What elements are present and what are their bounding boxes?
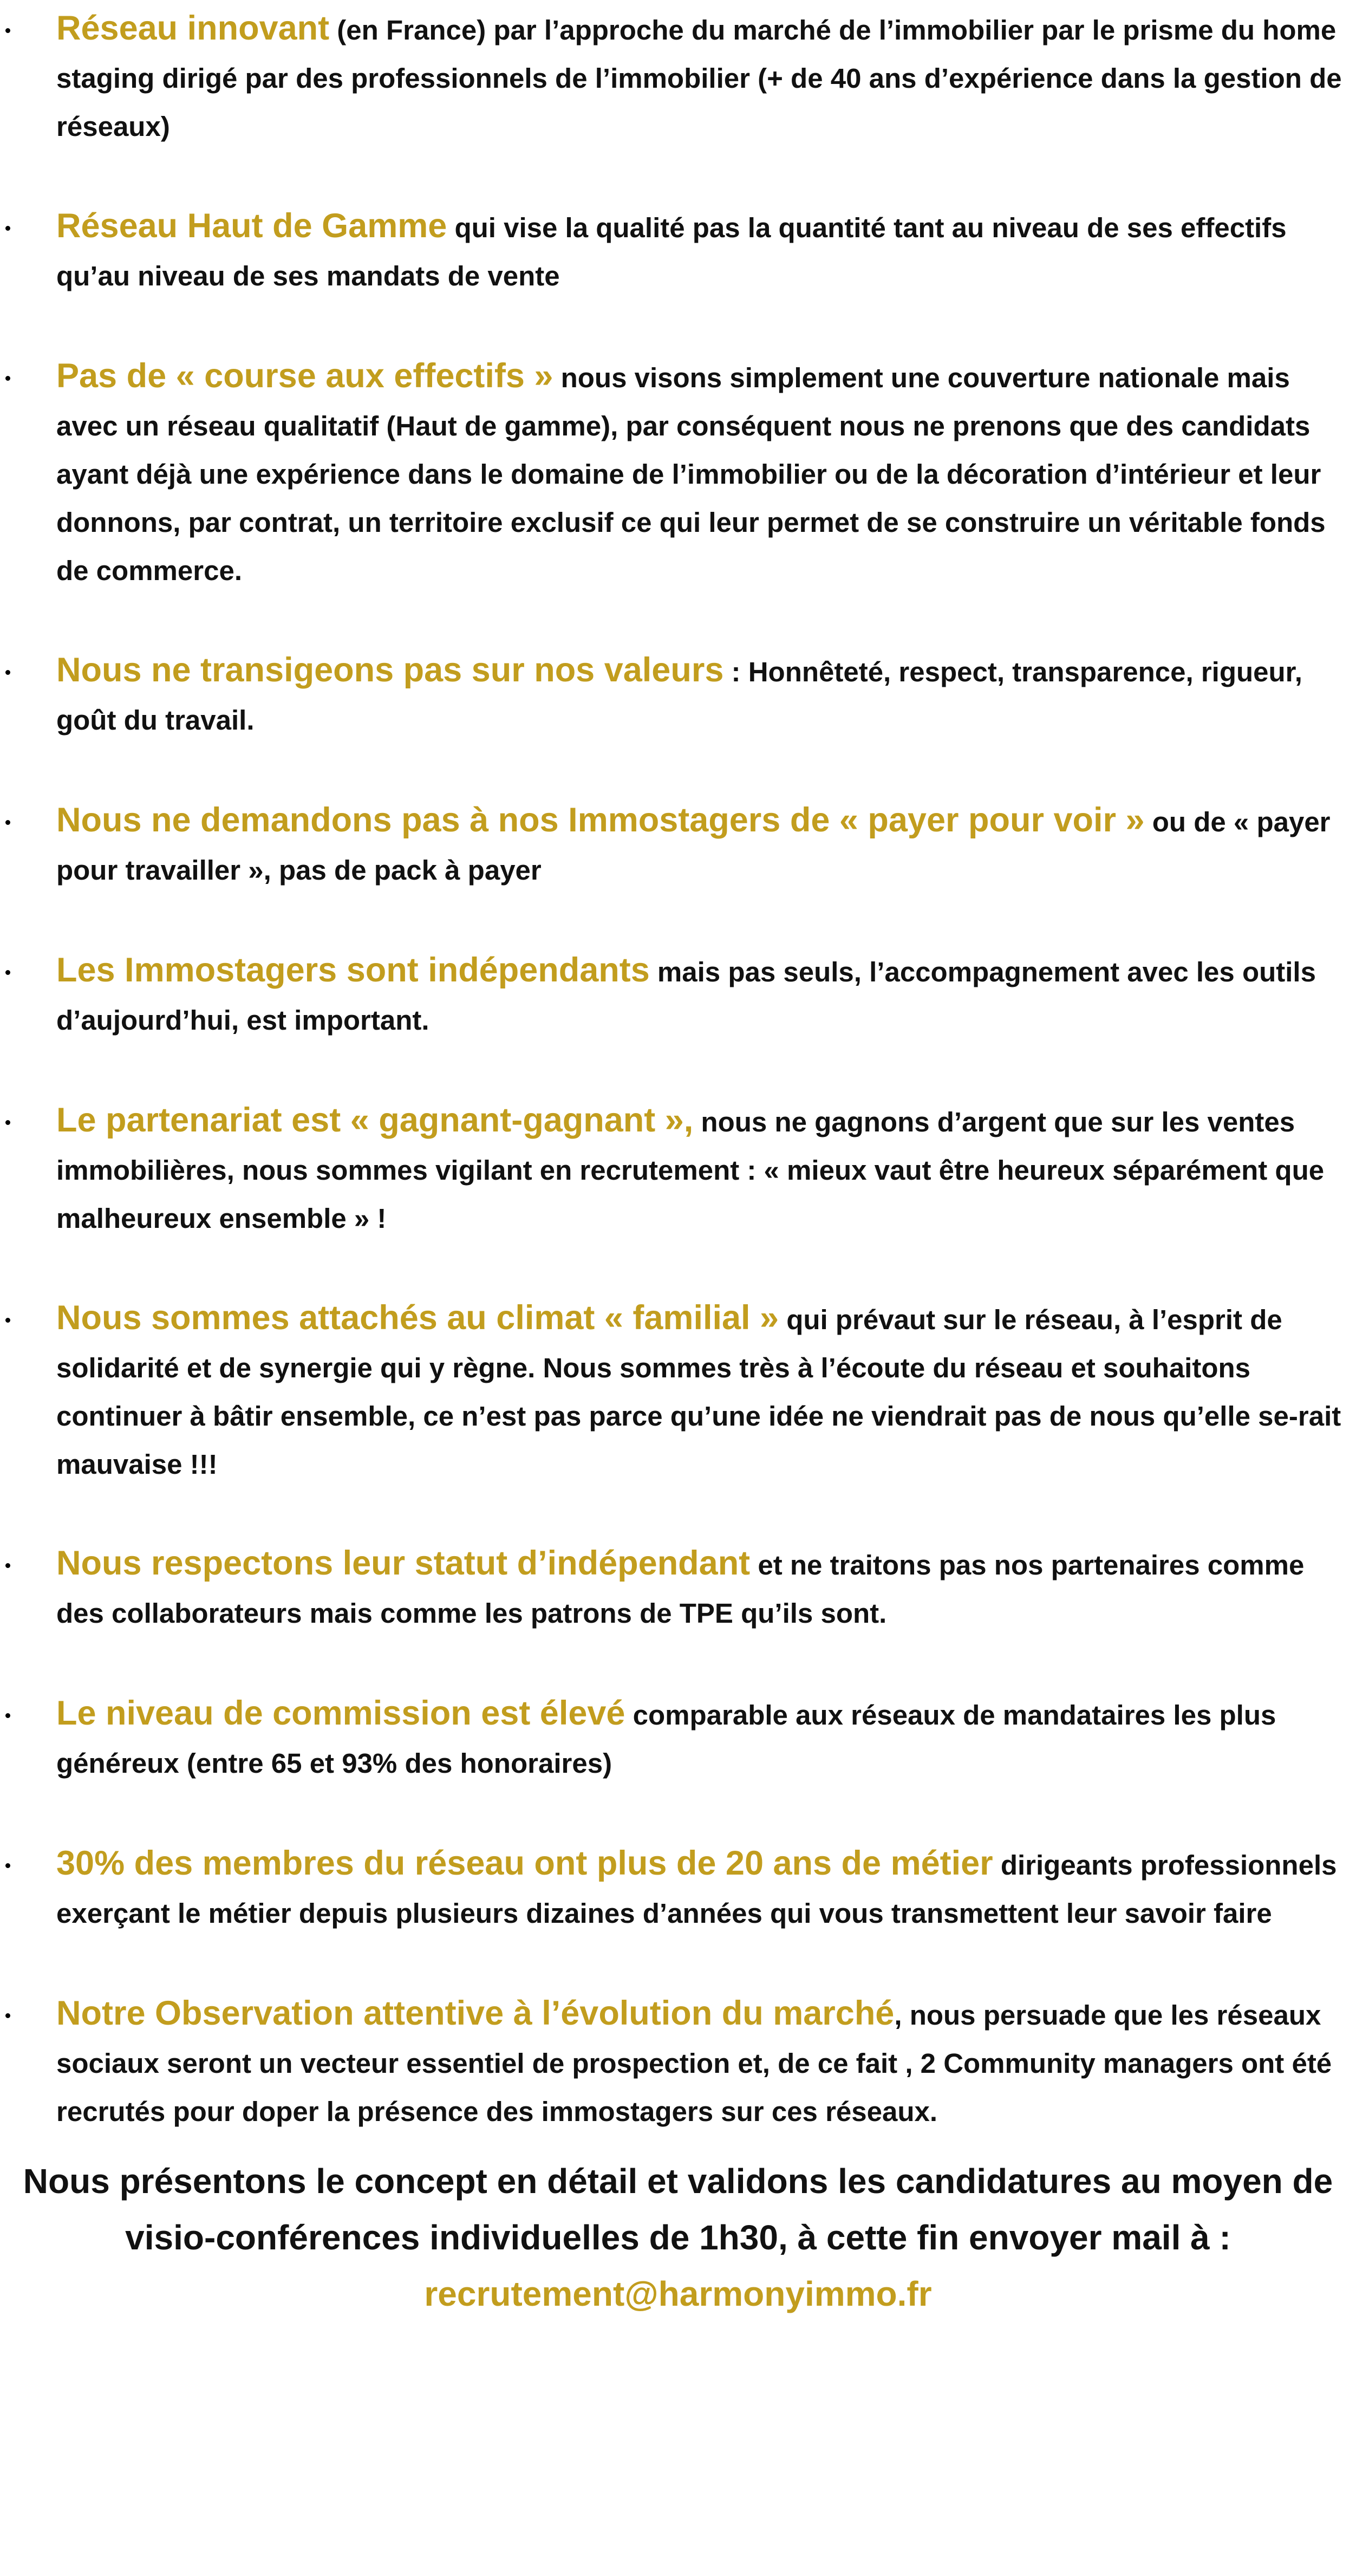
item-title: Réseau innovant [56,9,330,47]
item-text: : Honnêteté, respect, transparence, rigueur, goût du travail. [56,656,1302,736]
closing-line-1: Nous présentons le concept en détail et validons les candidatures au moyen de [23,2162,1333,2201]
item-title: Pas de « course aux effectifs » [56,357,553,395]
item-title: 30% des membres du réseau ont plus de 20 ans de métier [56,1844,993,1882]
item-body [56,1839,1348,1937]
item-text: nous visons simplement une couverture nationale mais avec un réseau qualitatif (Haut de gamme), par conséquent nous ne prenons que des candidats ayant déjà une expérience dans le domaine de l’immobilier ou de la décoration d’intérieur et leur donnons, par contrat, un territoire exclusif ce qui leur permet de se construire un véritable fonds de commerce. [56,362,1326,586]
item-body [56,4,1348,151]
bullet-icon [5,28,10,33]
item-title: Les Immostagers sont indépendants [56,951,650,989]
item-body [56,1539,1348,1637]
item-text: mais pas seuls, l’accompagnement avec les outils d’aujourd’hui, est important. [56,957,1316,1036]
bullet-icon [5,1120,10,1125]
item-body [56,1294,1348,1488]
bullet-icon [5,1318,10,1323]
bullet-icon [5,2013,10,2018]
item-text: , nous persuade que les réseaux sociaux seront un vecteur essentiel de prospection et, de ce fait , 2 Community managers ont été recrutés pour doper la présence des immostagers sur ces réseaux. [56,2000,1332,2127]
recruitment-email: recrutement@harmonyimmo.fr [424,2274,932,2313]
bullet-icon [5,1563,10,1568]
bullet-icon [5,670,10,675]
bullet-icon [5,226,10,231]
bullet-icon [5,970,10,975]
bullet-icon [5,820,10,825]
item-text: comparable aux réseaux de mandataires les plus généreux (entre 65 et 93% des honoraires) [56,1700,1276,1779]
bullet-icon [5,1863,10,1868]
item-body [56,796,1348,894]
item-text: qui prévaut sur le réseau, à l’esprit de solidarité et de synergie qui y règne. Nous sommes très à l’écoute du réseau et souhaitons continuer à bâtir ensemble, ce n’est pas parce qu’une idée ne viendrait pas de nous qu’elle se-rait mauvaise !!! [56,1304,1341,1480]
item-text: (en France) par l’approche du marché de l’immobilier par le prisme du home staging dirigé par des professionnels de l’immobilier (+ de 40 ans d’expérience dans la gestion de réseaux) [56,15,1342,142]
item-text: ou de « payer pour travailler », pas de pack à payer [56,806,1331,886]
item-body [56,1096,1348,1243]
item-text: qui vise la qualité pas la quantité tant au niveau de ses effectifs qu’au niveau de ses mandats de vente [56,212,1287,291]
closing-paragraph [22,2153,1334,2322]
item-title: Le partenariat est « gagnant-gagnant », [56,1101,694,1139]
item-title: Notre Observation attentive à l’évolution du marché [56,1994,895,2032]
item-body [56,1689,1348,1787]
item-title: Nous ne transigeons pas sur nos valeurs [56,651,724,689]
item-text: dirigeants professionnels exerçant le métier depuis plusieurs dizaines d’années qui vous transmettent leur savoir faire [56,1850,1337,1929]
item-title: Nous ne demandons pas à nos Immostagers de « payer pour voir » [56,801,1145,839]
closing-line-2: visio-conférences individuelles de 1h30, à cette fin envoyer mail à : [125,2218,1231,2257]
item-body [56,946,1348,1044]
item-body [56,646,1348,744]
item-text: et ne traitons pas nos partenaires comme des collaborateurs mais comme les patrons de TPE qu’ils sont. [56,1550,1305,1629]
item-body [56,1989,1348,2136]
item-text: nous ne gagnons d’argent que sur les ventes immobilières, nous sommes vigilant en recrutement : « mieux vaut être heureux séparément que malheureux ensemble » ! [56,1107,1325,1234]
item-title: Le niveau de commission est élevé [56,1694,625,1732]
item-body [56,352,1348,595]
item-title: Nous respectons leur statut d’indépendant [56,1544,751,1582]
item-title: Nous sommes attachés au climat « familial » [56,1299,779,1337]
bullet-icon [5,376,10,381]
item-title: Réseau Haut de Gamme [56,207,447,245]
bullet-icon [5,1713,10,1718]
item-body [56,202,1348,300]
